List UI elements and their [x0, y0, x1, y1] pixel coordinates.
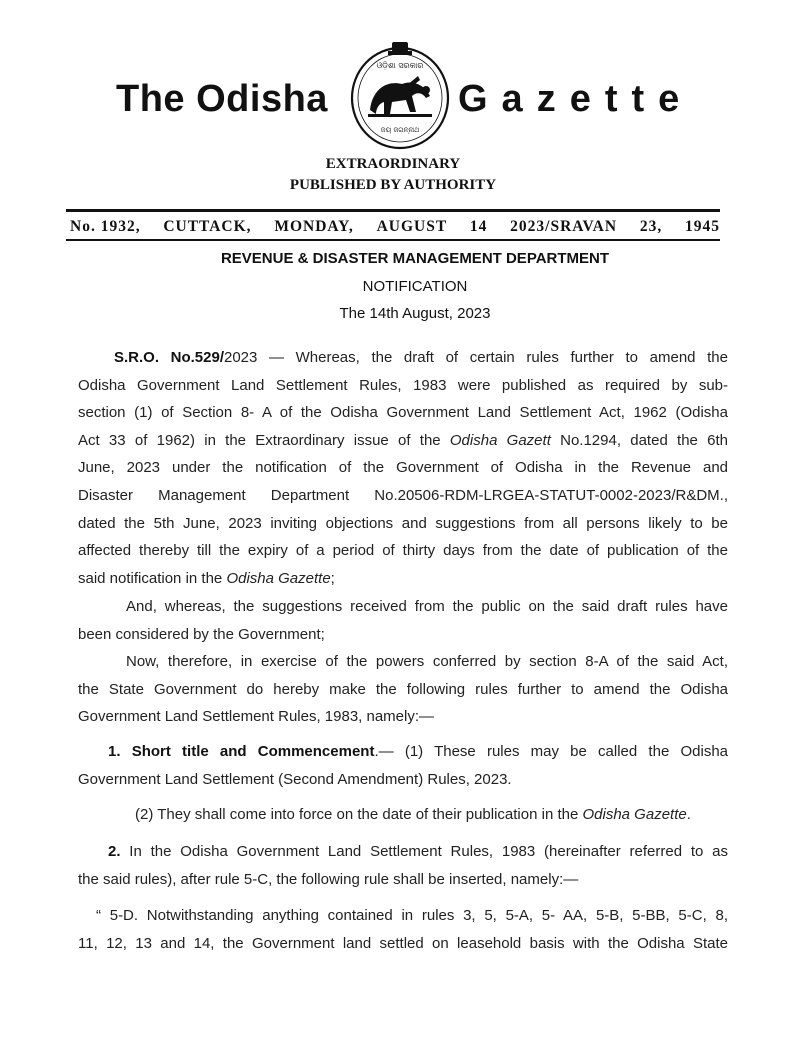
dateline-part: AUGUST [376, 218, 448, 235]
emblem-top-text: ଓଡ଼ିଶା ସରକାର [376, 61, 424, 70]
text-segment: No.1294, dated the 6th [550, 431, 728, 449]
text-line [78, 344, 728, 372]
text-segment: Act 33 of 1962) in the Extraordinary issue of the [78, 431, 450, 449]
text-line: June, 2023 under the notification of the Government of Odisha in the Revenue and [78, 459, 728, 477]
gazette-reference: Odisha Gazette [226, 569, 331, 587]
gazette-reference: Odisha Gazette [582, 806, 687, 823]
rule-2-paragraph [78, 838, 728, 893]
dateline-part: 14 [469, 218, 488, 235]
whereas-paragraph [78, 593, 728, 648]
rule-1-subsection-2 [78, 801, 728, 829]
dateline [70, 218, 720, 238]
text-line: been considered by the Government; [78, 625, 325, 643]
extraordinary-label: EXTRAORDINARY [325, 156, 461, 172]
emblem-bottom-text: ଜୟ ଜଗନ୍ନାଥ [380, 126, 420, 134]
text-segment: In the Odisha Government Land Settlement Rules, 1983 (hereinafter referred to as [120, 843, 728, 860]
preamble-paragraph [78, 344, 728, 592]
text-line: Odisha Government Land Settlement Rules, 1983 were published as required by sub- [78, 376, 728, 394]
dateline-part: 23, [639, 218, 663, 235]
text-line: 11, 12, 13 and 14, the Government land settled on leasehold basis with the Odisha State [78, 934, 728, 952]
dateline-part: MONDAY, [274, 218, 354, 235]
text-line: the said rules), after rule 5-C, the following rule shall be inserted, namely:— [78, 870, 579, 888]
dateline-part: 1945 [684, 218, 720, 235]
text-line: Now, therefore, in exercise of the powers conferred by section 8-A of the said Act, [126, 653, 728, 670]
rule-1-heading: 1. Short title and Commencement [108, 743, 375, 760]
rule-5d-paragraph [78, 902, 728, 957]
published-by-authority-label: PUBLISHED BY AUTHORITY [289, 177, 497, 193]
text-line: the State Government do hereby make the following rules further to amend the Odisha [78, 680, 728, 698]
text-segment: 2023 — Whereas, the draft of certain rules further to amend the [224, 349, 728, 366]
text-line: Government Land Settlement (Second Amendment) Rules, 2023. [78, 770, 512, 788]
top-rule [66, 209, 720, 212]
text-line [78, 738, 728, 766]
text-line [78, 565, 728, 593]
text-line [78, 838, 728, 866]
dateline-part: No. 1932, [70, 218, 141, 235]
masthead [0, 38, 786, 148]
text-segment: .— (1) These rules may be called the Odisha [374, 743, 728, 760]
text-segment: said notification in the [78, 569, 227, 587]
text-segment: . [686, 806, 691, 823]
state-emblem-icon [346, 40, 454, 150]
sro-number: S.R.O. No.529/ [114, 349, 224, 366]
text-segment: (2) They shall come into force on the date of their publication in the [135, 806, 583, 823]
text-line [78, 801, 728, 829]
text-segment: ; [330, 569, 335, 587]
text-line: dated the 5th June, 2023 inviting objections and suggestions from all persons likely to be [78, 514, 728, 532]
text-line: affected thereby till the expiry of a period of thirty days from the date of publication of the [78, 542, 728, 560]
rule-2-number: 2. [108, 843, 121, 860]
text-line: Government Land Settlement Rules, 1983, namely:— [78, 708, 435, 726]
text-line [78, 427, 728, 455]
rule-1-paragraph [78, 738, 728, 793]
text-line: Disaster Management Department No.20506-RDM-LRGEA-STATUT-0002-2023/R&DM., [78, 486, 728, 504]
text-line: “ 5-D. Notwithstanding anything contained in rules 3, 5, 5-A, 5- AA, 5-B, 5-BB, 5-C, 8, [96, 907, 728, 924]
bottom-rule [66, 239, 720, 241]
dateline-part: 2023/SRAVAN [510, 218, 618, 235]
therefore-paragraph [78, 648, 728, 731]
notification-date: The 14th August, 2023 [339, 305, 491, 322]
text-line: And, whereas, the suggestions received from the public on the said draft rules have [126, 598, 728, 615]
text-line: section (1) of Section 8- A of the Odisha Government Land Settlement Act, 1962 (Odisha [78, 404, 728, 422]
dateline-part: CUTTACK, [163, 218, 252, 235]
notification-title: NOTIFICATION [362, 278, 468, 295]
masthead-title-left: The Odisha [116, 78, 328, 120]
department-heading: REVENUE & DISASTER MANAGEMENT DEPARTMENT [220, 250, 610, 267]
gazette-reference: Odisha Gazett [449, 431, 551, 449]
masthead-title-right: Gazette [458, 78, 694, 120]
